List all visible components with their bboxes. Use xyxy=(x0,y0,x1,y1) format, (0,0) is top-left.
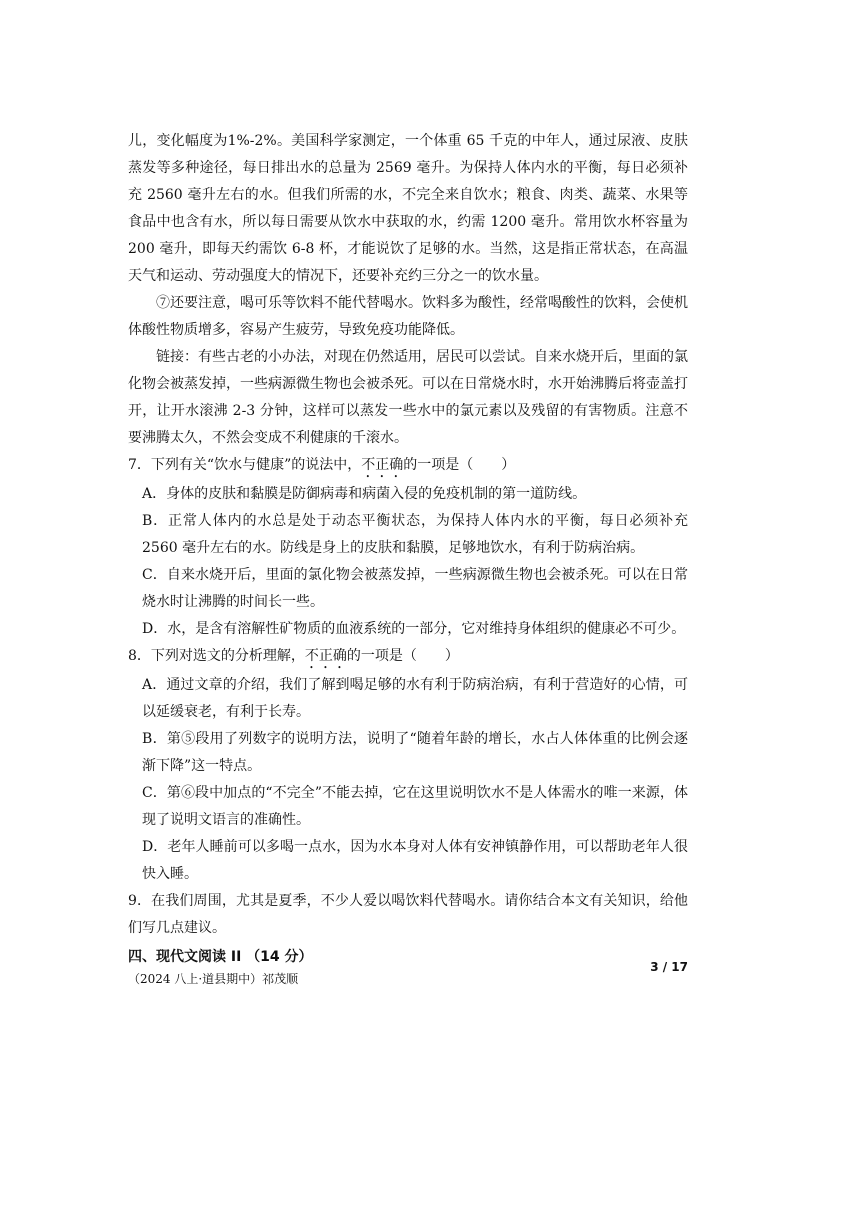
question-7-stem-start: 7．下列有关“饮水与健康”的说法中， xyxy=(128,457,362,473)
question-8-option-b: B．第⑤段用了列数字的说明方法，说明了“随着年龄的增长，水占人体体重的比例会逐渐下降”这一特点。 xyxy=(142,731,688,774)
question-7-option-b: B．正常人体内的水总是处于动态平衡状态，为保持人体内水的平衡，每日必须补充 2560 毫升左右的水。防线是身上的皮肤和黏膜，足够地饮水，有利于防病治病。 xyxy=(142,513,688,556)
question-7-emphasis: 不正确 xyxy=(361,457,404,473)
question-7-stem xyxy=(128,452,688,481)
question-7-stem-end: 的一项是（ ） xyxy=(403,457,516,473)
question-7-option-c: C．自来水烧开后，里面的氯化物会被蒸发掉，一些病源微生物也会被杀死。可以在日常烧水时让沸腾的时间长一些。 xyxy=(142,567,688,610)
passage-paragraph-7: ⑦还要注意，喝可乐等饮料不能代替喝水。饮料多为酸性，经常喝酸性的饮料，会使机体酸性物质增多，容易产生疲劳，导致免疫功能降低。 xyxy=(128,295,688,338)
question-8-stem-start: 8．下列对选文的分析理解， xyxy=(128,648,305,664)
passage-paragraph-6-continued: 儿，变化幅度为1%-2%。美国科学家测定，一个体重 65 千克的中年人，通过尿液、皮肤蒸发等多种途径，每日排出水的总量为 2569 毫升。为保持人体内水的平衡，每日必须补充 2560 毫升左右的水。但我们所需的水，不完全来自饮水；粮食、肉类、蔬菜、水果等食品中也含有水，所以每日需要从饮水中获取的水，约需 1200 毫升。常用饮水杯容量为 200 毫升，即每天约需饮 6-8 杯，才能说饮了足够的水。当然，这是指正常状态，在高温天气和运动、劳动强度大的情况下，还要补充约三分之一的饮水量。 xyxy=(128,133,688,284)
question-9: 9．在我们周围，尤其是夏季，不少人爱以喝饮料代替喝水。请你结合本文有关知识，给他们写几点建议。 xyxy=(128,893,688,936)
question-8-stem-end: 的一项是（ ） xyxy=(346,648,459,664)
question-8-emphasis: 不正确 xyxy=(304,648,347,664)
passage-link-paragraph: 链接：有些古老的小办法，对现在仍然适用，居民可以尝试。自来水烧开后，里面的氯化物会被蒸发掉，一些病源微生物也会被杀死。可以在日常烧水时，水开始沸腾后将壶盖打开，让开水滚沸 2-3 分钟，这样可以蒸发一些水中的氯元素以及残留的有害物质。注意不要沸腾太久，不然会变成不利健康的千滚水。 xyxy=(128,349,688,446)
page-number: 3 / 17 xyxy=(650,960,688,974)
question-7-option-a: A．身体的皮肤和黏膜是防御病毒和病菌入侵的免疫机制的第一道防线。 xyxy=(142,486,587,502)
section-title: 四、现代文阅读 II （14 分） xyxy=(128,949,313,965)
question-8-option-a: A．通过文章的介绍，我们了解到喝足够的水有利于防病治病，有利于营造好的心情，可以延缓衰老，有利于长寿。 xyxy=(142,677,688,720)
document-page xyxy=(128,128,688,990)
question-7-option-d: D．水，是含有溶解性矿物质的血液系统的一部分，它对维持身体组织的健康必不可少。 xyxy=(142,621,686,637)
question-8-option-c: C．第⑥段中加点的“不完全”不能去掉，它在这里说明饮水不是人体需水的唯一来源，体现了说明文语言的准确性。 xyxy=(142,785,688,828)
question-8-stem xyxy=(128,643,688,672)
question-8-option-d: D．老年人睡前可以多喝一点水，因为水本身对人体有安神镇静作用，可以帮助老年人很快入睡。 xyxy=(142,839,688,882)
passage-source: （2024 八上·道县期中）祁茂顺 xyxy=(128,972,299,986)
